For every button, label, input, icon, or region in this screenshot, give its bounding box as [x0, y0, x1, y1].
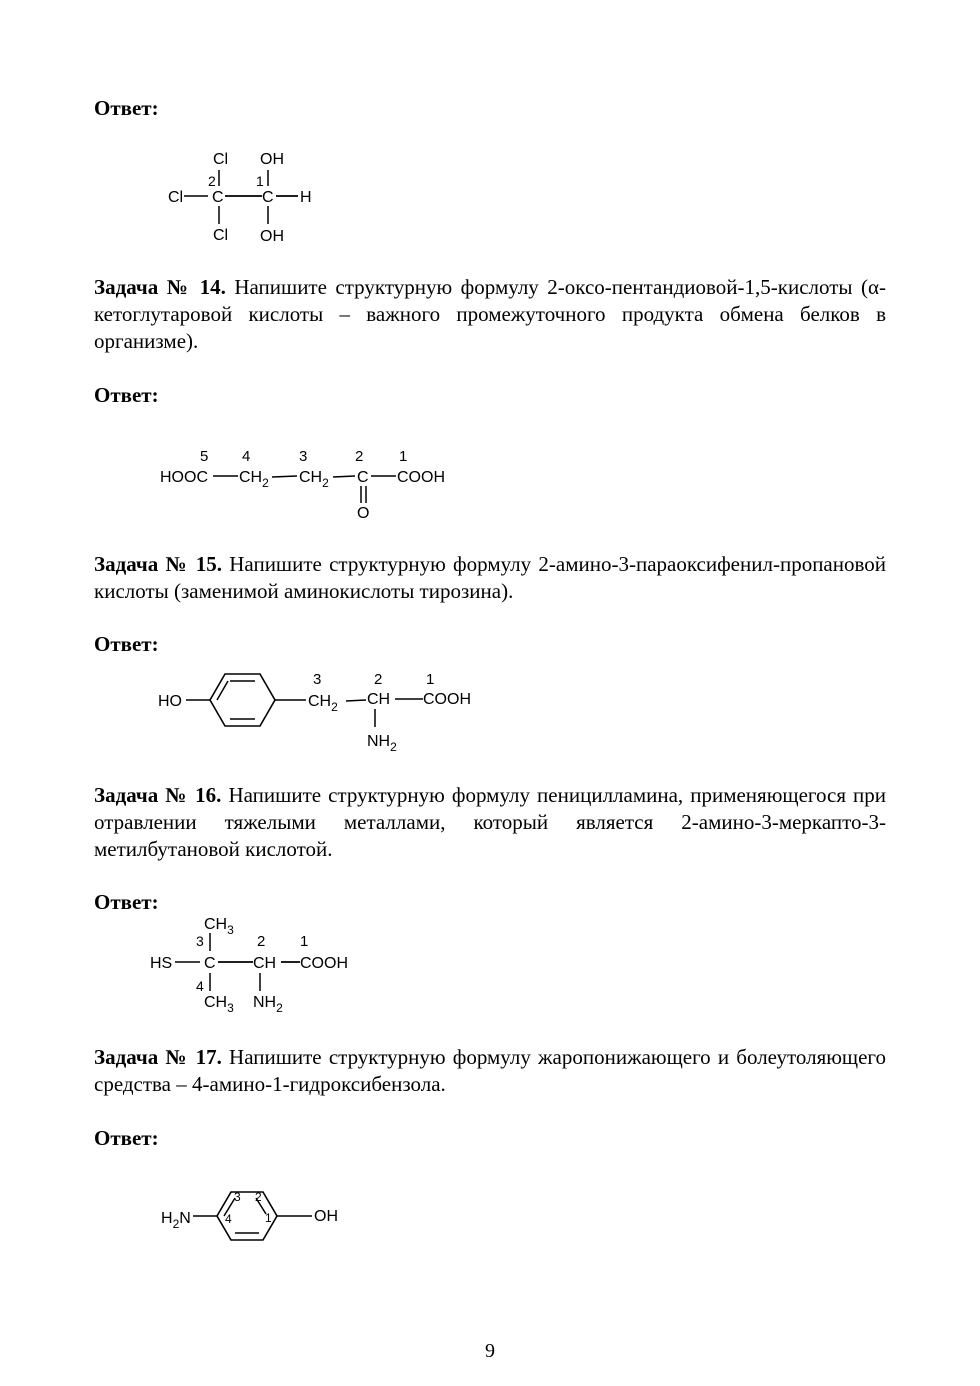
locant-1: 1	[426, 671, 435, 688]
structure-tyrosine	[158, 671, 471, 754]
task-15-text: Напишите структурную формулу 2-амино-3-параоксифенил-пропановой кислоты (заменимой аминокислоты тирозина).	[94, 552, 887, 603]
bond	[346, 700, 366, 701]
atom-nh2: $NH_2$	[253, 994, 283, 1015]
atom-hooc: HOOC	[160, 469, 208, 486]
atom-ch2: $CH_2$	[308, 693, 338, 714]
locant-3: 3	[299, 448, 308, 465]
atom-c1: C	[262, 189, 274, 206]
page-number: 9	[485, 1340, 495, 1362]
atom-cl-left: Cl	[168, 189, 184, 206]
atom-hs: HS	[150, 955, 173, 972]
atom-cooh: COOH	[300, 955, 348, 972]
atom-c: C	[357, 469, 369, 486]
atom-ch2: $CH_2$	[299, 469, 329, 490]
atom-ch3-bottom: $CH_3$	[204, 994, 234, 1015]
task-15-label: Задача № 15.	[94, 552, 223, 576]
locant-2: 2	[257, 933, 266, 950]
answer-label: Ответ:	[94, 96, 159, 120]
structure-aminophenol	[161, 1190, 338, 1240]
answer-label: Ответ:	[94, 1126, 159, 1150]
structure-penicillamine	[150, 916, 348, 1015]
structure-ketoglutaric	[160, 448, 445, 522]
atom-o: O	[357, 505, 370, 522]
bond	[333, 476, 355, 477]
locant-5: 5	[200, 448, 209, 465]
locant-1: 1	[300, 933, 309, 950]
atom-oh-top: OH	[260, 151, 284, 168]
atom-ho: HO	[158, 693, 182, 710]
locant-3: 3	[234, 1190, 241, 1204]
locant-4: 4	[242, 448, 251, 465]
answer-label: Ответ:	[94, 890, 159, 914]
atom-h: H	[300, 189, 312, 206]
locant-1: 1	[256, 173, 264, 189]
atom-ch: CH	[253, 955, 277, 972]
atom-cl-top: Cl	[213, 151, 229, 168]
locant-4: 4	[196, 978, 204, 994]
atom-cooh: COOH	[397, 469, 445, 486]
locant-2: 2	[208, 173, 216, 189]
task-14-text: Напишите структурную формулу 2-оксо-пентандиовой-1,5-кислоты (α-кетоглутаровой кислоты – важного промежуточного продукта обмена белков в организме).	[94, 275, 886, 353]
atom-c: C	[204, 955, 216, 972]
locant-1: 1	[265, 1211, 272, 1225]
atom-ch2: $CH_2$	[239, 469, 269, 490]
structure-trichloro	[168, 151, 312, 245]
atom-cl-bottom: Cl	[213, 227, 229, 244]
task-14-label: Задача № 14.	[94, 275, 226, 299]
atom-nh2: $NH_2$	[367, 733, 397, 754]
benzene-ring	[210, 674, 275, 726]
locant-1: 1	[399, 448, 408, 465]
locant-3: 3	[196, 933, 204, 949]
locant-2: 2	[374, 671, 383, 688]
task-16-label: Задача № 16.	[94, 783, 222, 807]
locant-2: 2	[355, 448, 364, 465]
bond	[272, 476, 297, 477]
locant-3: 3	[313, 671, 322, 688]
atom-ch: CH	[367, 691, 391, 708]
atom-oh-bottom: OH	[260, 228, 284, 245]
task-16-text: Напишите структурную формулу пеницилламина, применяющегося при отравлении тяжелыми металлами, который является 2-амино-3-меркапто-3-метилбутановой кислотой.	[94, 783, 886, 861]
atom-h2n: $H_2N$	[161, 1210, 191, 1231]
task-17-label: Задача № 17.	[94, 1045, 222, 1069]
atom-ch3-top: $CH_3$	[204, 916, 234, 937]
atom-cooh: COOH	[423, 691, 471, 708]
answer-label: Ответ:	[94, 632, 159, 656]
locant-4: 4	[225, 1212, 232, 1226]
locant-2: 2	[255, 1190, 262, 1204]
atom-oh: OH	[314, 1208, 338, 1225]
task-17-text: Напишите структурную формулу жаропонижающего и болеутоляющего средства – 4-амино-1-гидроксибензола.	[94, 1045, 887, 1096]
answer-label: Ответ:	[94, 383, 159, 407]
atom-c2: C	[212, 189, 224, 206]
